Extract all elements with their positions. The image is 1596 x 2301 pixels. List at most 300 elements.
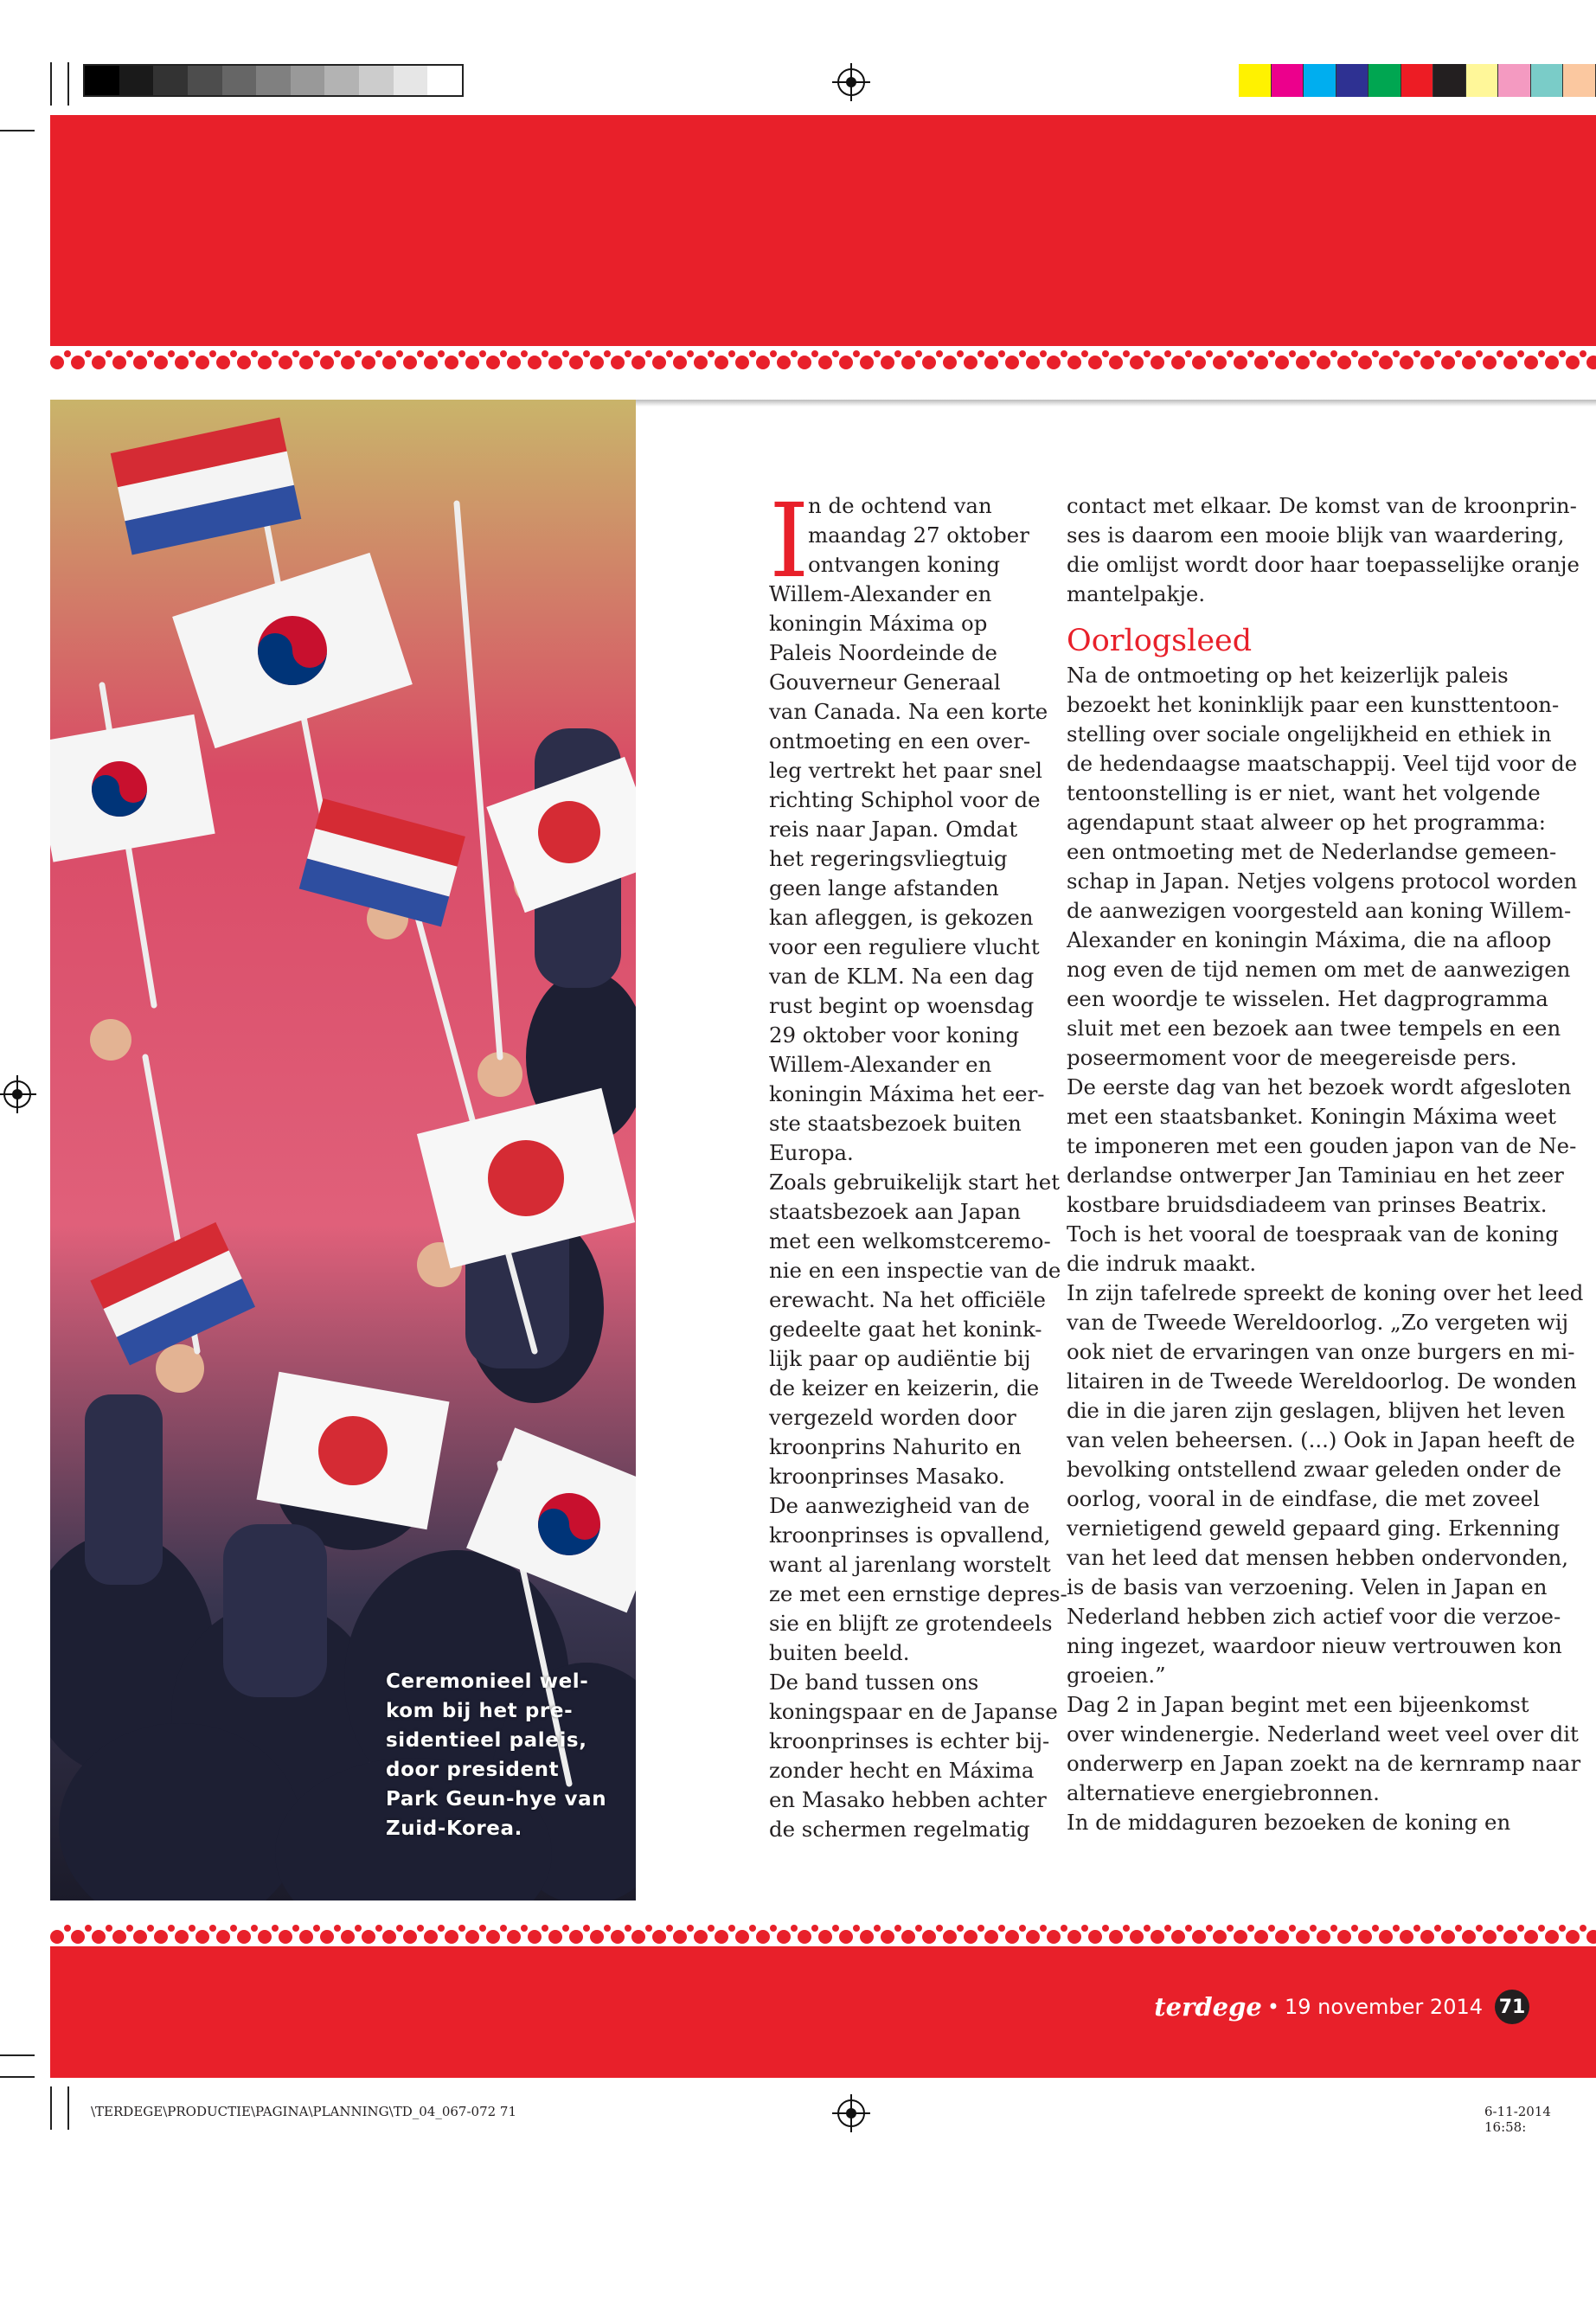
dot-ornament [1144,350,1151,357]
dot-ornament [445,356,458,369]
dot-ornament [355,350,362,357]
text-line: koningin Máxima het eer- [769,1081,1045,1106]
dot-ornament [1538,350,1545,357]
text-line: de keizer en keizerin, die [769,1375,1040,1400]
dot-ornament [625,1925,631,1932]
grey-calibration-bar [83,64,464,97]
text-line: Nederland hebben zich actief voor die verzoe- [1067,1604,1561,1629]
dot-ornament [458,1925,465,1932]
text-line: want al jarenlang worstelt [769,1552,1051,1577]
dot-ornament [818,356,832,369]
text-line: buiten beeld. [769,1640,910,1665]
dot-ornament [1441,356,1455,369]
dot-ornament [569,1930,583,1944]
text-line: Alexander en koningin Máxima, die na afloop [1067,927,1552,952]
text-line: vergezeld worden door [769,1405,1016,1430]
text-line: poseermoment voor de meegereisde pers. [1067,1045,1517,1070]
dot-ornament [984,356,998,369]
dot-ornament [126,1925,133,1932]
dot-ornament [542,350,548,357]
top-dot-border [50,346,1596,372]
dot-ornament [479,350,486,357]
text-line: De band tussen ons [769,1670,979,1695]
dot-ornament [735,1930,749,1944]
text-line: lijk paar op audiëntie bij [769,1346,1031,1371]
article-column-2 [1067,491,1584,1837]
dot-ornament [943,356,957,369]
dot-ornament [85,1925,92,1932]
dot-ornament [1503,1930,1517,1944]
text-line: bevolking ontstellend zwaar geleden onder de [1067,1457,1561,1482]
text-line: is de basis van verzoening. Velen in Japan en [1067,1574,1548,1599]
dot-ornament [645,1925,652,1932]
dot-ornament [715,356,728,369]
dot-ornament [1088,1930,1102,1944]
dot-ornament [1413,1925,1420,1932]
text-line: die omlijst wordt door haar toepasselijke oranje [1067,552,1580,577]
dot-ornament [1047,1930,1061,1944]
dot-ornament [1192,1930,1206,1944]
dot-ornament [1372,1925,1379,1932]
text-line: Na de ontmoeting op het keizerlijk paleis [1067,663,1509,688]
dot-ornament [915,1925,922,1932]
dot-ornament [417,350,424,357]
text-line: die indruk maakt. [1067,1251,1257,1276]
dot-ornament [1254,1930,1268,1944]
dot-ornament [860,1930,874,1944]
dot-ornament [943,1930,957,1944]
dot-ornament [1227,1925,1234,1932]
dot-ornament [1330,1925,1337,1932]
dot-ornament [216,1930,230,1944]
dot-ornament [362,356,375,369]
text-line: ning ingezet, waardoor nieuw vertrouwen kon [1067,1633,1562,1658]
dot-ornament [936,350,943,357]
dot-ornament [92,356,106,369]
text-line: die in die jaren zijn geslagen, blijven het leven [1067,1398,1566,1423]
dot-ornament [403,1930,417,1944]
dot-ornament [479,1925,486,1932]
text-line: koningspaar en de Japanse [769,1699,1058,1724]
dot-ornament [1247,1925,1254,1932]
dot-ornament [1580,350,1586,357]
dot-ornament [645,350,652,357]
text-line: rust begint op woensdag [769,993,1035,1018]
text-line: van velen beheersen. (...) Ook in Japan heeft de [1067,1427,1575,1452]
dot-ornament [1109,1930,1123,1944]
dot-ornament [915,350,922,357]
dot-ornament [445,1930,458,1944]
dot-ornament [728,1925,735,1932]
dot-ornament [756,1930,770,1944]
dot-ornament [770,350,777,357]
text-line: een ontmoeting met de Nederlandse gemeen- [1067,839,1557,864]
dot-ornament [237,1930,251,1944]
dot-ornament [1067,1930,1081,1944]
dot-ornament [583,1925,590,1932]
dot-ornament [957,350,964,357]
dot-ornament [1317,356,1330,369]
dot-ornament [279,356,292,369]
text-line: tentoonstelling is er niet, want het volgende [1067,780,1541,805]
crop-mark [50,62,52,106]
dot-ornament [1088,356,1102,369]
caption-line: kom bij het pre- [386,1700,574,1722]
dot-ornament [1067,356,1081,369]
text-line: maandag 27 oktober [808,522,1029,548]
dot-ornament [230,350,237,357]
dot-ornament [1441,1930,1455,1944]
dot-ornament [417,1925,424,1932]
dot-ornament [1026,356,1040,369]
text-line: van Canada. Na een korte [769,699,1048,724]
dot-ornament [922,356,936,369]
text-line: nie en een inspectie van de [769,1258,1061,1283]
dot-ornament [715,1930,728,1944]
dot-ornament [1005,1930,1019,1944]
dot-ornament [258,356,272,369]
dot-ornament [1559,350,1566,357]
dot-ornament [1476,350,1483,357]
dot-ornament [1213,356,1227,369]
dot-ornament [1061,350,1067,357]
dot-ornament [1171,1930,1185,1944]
dot-ornament [195,1930,209,1944]
text-line: mantelpakje. [1067,581,1206,606]
dot-ornament [1497,1925,1503,1932]
caption-line: Zuid-Korea. [386,1817,522,1840]
text-line: sluit met een bezoek aan twee tempels en een [1067,1016,1561,1041]
dot-ornament [1005,356,1019,369]
text-line: Willem-Alexander en [769,581,992,606]
photo-crowd-with-flags [50,400,636,1900]
dot-ornament [1171,356,1185,369]
dot-ornament [604,350,611,357]
dot-ornament [147,350,154,357]
text-line: oorlog, vooral in de eindfase, die met zoveel [1067,1486,1540,1511]
dot-ornament [1462,1930,1476,1944]
dot-ornament [465,1930,479,1944]
dot-ornament [798,1930,811,1944]
bottom-dot-border [50,1920,1596,1946]
issue-date: 19 november 2014 [1285,1995,1483,2019]
dot-ornament [1337,1930,1351,1944]
dot-ornament [1206,1925,1213,1932]
dot-ornament [562,1925,569,1932]
text-line: de schermen regelmatig [769,1817,1030,1842]
drop-cap: I [769,481,810,600]
dot-ornament [403,356,417,369]
dot-ornament [1164,350,1171,357]
dot-ornament [1234,1930,1247,1944]
page-number: 71 [1495,1990,1529,2024]
dot-ornament [64,350,71,357]
dot-ornament [1580,1925,1586,1932]
dot-ornament [770,1925,777,1932]
dot-ornament [486,356,500,369]
dot-ornament [92,1930,106,1944]
crop-mark [0,2076,35,2078]
dot-ornament [50,356,64,369]
text-line: Toch is het vooral de toespraak van de koning [1067,1221,1559,1247]
text-line: Dag 2 in Japan begint met een bijeenkomst [1067,1692,1529,1717]
text-line: De aanwezigheid van de [769,1493,1030,1518]
crop-mark [0,2054,35,2056]
dot-ornament [195,356,209,369]
dot-ornament [673,356,687,369]
text-line: 29 oktober voor koning [769,1022,1020,1048]
dot-ornament [881,356,894,369]
page-footer [1154,1990,1529,2024]
dot-ornament [936,1925,943,1932]
dot-ornament [1040,350,1047,357]
dot-ornament [175,356,189,369]
dot-ornament [500,1925,507,1932]
text-line: van het leed dat mensen hebben ondervonden, [1067,1545,1568,1570]
dot-ornament [1455,350,1462,357]
dot-ornament [1102,350,1109,357]
dot-ornament [853,350,860,357]
subhead-oorlogsleed: Oorlogsleed [1067,624,1253,658]
text-line: ze met een ernstige depres- [769,1581,1067,1606]
dot-ornament [853,1925,860,1932]
dot-ornament [112,1930,126,1944]
text-line: reis naar Japan. Omdat [769,817,1018,842]
dot-ornament [313,1925,320,1932]
text-line: ses is daarom een mooie blijk van waardering, [1067,522,1565,548]
dot-ornament [154,356,168,369]
dot-ornament [1393,1925,1400,1932]
text-line: alternatieve energiebronnen. [1067,1780,1380,1805]
dot-ornament [604,1925,611,1932]
text-line: Zoals gebruikelijk start het [769,1170,1061,1195]
dot-ornament [562,350,569,357]
dot-ornament [860,356,874,369]
dot-ornament [237,356,251,369]
dot-ornament [1289,1925,1296,1932]
dot-ornament [507,356,521,369]
dot-ornament [1164,1925,1171,1932]
text-line: Europa. [769,1140,854,1165]
text-line: voor een reguliere vlucht [769,934,1040,959]
dot-ornament [189,350,195,357]
text-line: nog even de tijd nemen om met de aanwezigen [1067,957,1571,982]
dot-ornament [728,350,735,357]
dot-ornament [687,350,694,357]
dot-ornament [652,356,666,369]
dot-ornament [1275,356,1289,369]
text-line: ontvangen koning [808,552,1001,577]
text-line: groeien.” [1067,1663,1166,1688]
dot-ornament [299,356,313,369]
dot-ornament [1213,1930,1227,1944]
dot-ornament [1379,1930,1393,1944]
dot-ornament [1254,356,1268,369]
text-line: zonder hecht en Máxima [769,1758,1035,1783]
dot-ornament [1483,356,1497,369]
dot-ornament [687,1925,694,1932]
top-red-band [50,115,1596,346]
dot-ornament [735,356,749,369]
dot-ornament [251,1925,258,1932]
dot-ornament [500,350,507,357]
dot-ornament [355,1925,362,1932]
dot-ornament [1081,350,1088,357]
dot-ornament [154,1930,168,1944]
dot-ornament [299,1930,313,1944]
dot-ornament [1040,1925,1047,1932]
dot-ornament [1247,350,1254,357]
dot-ornament [901,1930,915,1944]
crop-mark [50,2086,52,2130]
dot-ornament [1400,1930,1413,1944]
dot-ornament [521,350,528,357]
dot-ornament [1192,356,1206,369]
dot-ornament [839,356,853,369]
dot-ornament [362,1930,375,1944]
dot-ornament [50,1930,64,1944]
article-column-1 [769,481,1067,1844]
dot-ornament [874,350,881,357]
dot-ornament [1026,1930,1040,1944]
dot-ornament [708,1925,715,1932]
dot-ornament [341,1930,355,1944]
text-line: richting Schiphol voor de [769,787,1041,812]
text-line: ontmoeting en een over- [769,728,1031,753]
dot-ornament [507,1930,521,1944]
dot-ornament [106,1925,112,1932]
dot-ornament [1503,356,1517,369]
dot-ornament [175,1930,189,1944]
text-line: met een welkomstceremo- [769,1228,1051,1253]
color-calibration-bar [1239,64,1596,97]
dot-ornament [292,1925,299,1932]
dot-ornament [1497,350,1503,357]
dot-ornament [652,1930,666,1944]
dot-ornament [1234,356,1247,369]
dot-ornament [64,1925,71,1932]
text-line: van de Tweede Wereldoorlog. „Zo vergeten wij [1067,1310,1569,1335]
text-line: stelling over sociale ongelijkheid en ethiek in [1067,721,1552,747]
dot-ornament [777,1930,791,1944]
dot-ornament [1358,356,1372,369]
dot-ornament [1130,356,1144,369]
dot-ornament [984,1930,998,1944]
dot-ornament [1372,350,1379,357]
text-line: De eerste dag van het bezoek wordt afgesloten [1067,1074,1572,1099]
dot-ornament [964,1930,977,1944]
dot-ornament [798,356,811,369]
dot-ornament [375,1925,382,1932]
text-line: te imponeren met een gouden japon van de Ne- [1067,1133,1577,1158]
dot-ornament [1296,1930,1310,1944]
dot-ornament [1524,1930,1538,1944]
dot-ornament [1476,1925,1483,1932]
text-line: derlandse ontwerper Jan Taminiau en het zeer [1067,1163,1564,1188]
dot-ornament [694,356,708,369]
text-line: over windenergie. Nederland weet veel over dit [1067,1721,1579,1747]
dot-ornament [1185,1925,1192,1932]
dot-ornament [334,350,341,357]
text-line: de aanwezigen voorgesteld aan koning Willem- [1067,898,1572,923]
dot-ornament [1337,356,1351,369]
dot-ornament [1559,1925,1566,1932]
dot-ornament [382,1930,396,1944]
text-line: en Masako hebben achter [769,1787,1047,1812]
dot-ornament [1393,350,1400,357]
text-line: gedeelte gaat het konink- [769,1317,1042,1342]
dot-ornament [1524,356,1538,369]
dot-ornament [611,356,625,369]
text-line: staatsbezoek aan Japan [769,1199,1021,1224]
text-line: Gouverneur Generaal [769,670,1001,695]
dot-ornament [424,356,438,369]
dot-ornament [749,1925,756,1932]
dot-ornament [1185,350,1192,357]
caption-line: Ceremonieel wel- [386,1670,589,1693]
dot-ornament [977,1925,984,1932]
dot-ornament [1462,356,1476,369]
dot-ornament [209,1925,216,1932]
dot-ornament [106,350,112,357]
text-line: In zijn tafelrede spreekt de koning over het leed [1067,1280,1584,1305]
dot-ornament [1379,356,1393,369]
dot-ornament [1310,1925,1317,1932]
dot-ornament [1434,350,1441,357]
dot-ornament [313,350,320,357]
registration-target-icon [837,68,865,96]
text-line: kroonprins Nahurito en [769,1434,1022,1459]
dot-ornament [1019,1925,1026,1932]
dot-ornament [832,1925,839,1932]
text-line: koningin Máxima op [769,611,988,636]
dot-ornament [756,356,770,369]
text-line: contact met elkaar. De komst van de kroonprin- [1067,493,1577,518]
text-line: Willem-Alexander en [769,1052,992,1077]
dot-ornament [1019,350,1026,357]
text-line: de hedendaagse maatschappij. Veel tijd voor de [1067,751,1578,776]
caption-line: sidentieel paleis, [386,1729,587,1752]
text-line: kroonprinses is echter bij- [769,1728,1050,1753]
dot-ornament [126,350,133,357]
dot-ornament [528,1930,542,1944]
dot-ornament [1400,356,1413,369]
dot-ornament [85,350,92,357]
dot-ornament [874,1925,881,1932]
dot-ornament [894,1925,901,1932]
crop-mark [67,62,69,106]
dot-ornament [1351,1925,1358,1932]
dot-ornament [673,1930,687,1944]
dot-ornament [1413,350,1420,357]
text-line: kroonprinses is opvallend, [769,1522,1051,1548]
dot-ornament [396,1925,403,1932]
dot-ornament [957,1925,964,1932]
caption-line: door president [386,1759,560,1781]
dot-ornament [230,1925,237,1932]
registration-target-icon [3,1080,31,1108]
dot-ornament [901,356,915,369]
production-slug-path: \TERDEGE\PRODUCTIE\PAGINA\PLANNING\TD_04_067-072 71 [91,2104,517,2119]
dot-ornament [209,350,216,357]
dot-ornament [147,1925,154,1932]
production-slug-timestamp: 6-11-2014 16:58: [1484,2104,1551,2135]
dot-ornament [922,1930,936,1944]
dot-ornament [1586,356,1596,369]
dot-ornament [1330,350,1337,357]
dot-ornament [590,1930,604,1944]
caption-line: Park Geun-hye van [386,1788,607,1811]
